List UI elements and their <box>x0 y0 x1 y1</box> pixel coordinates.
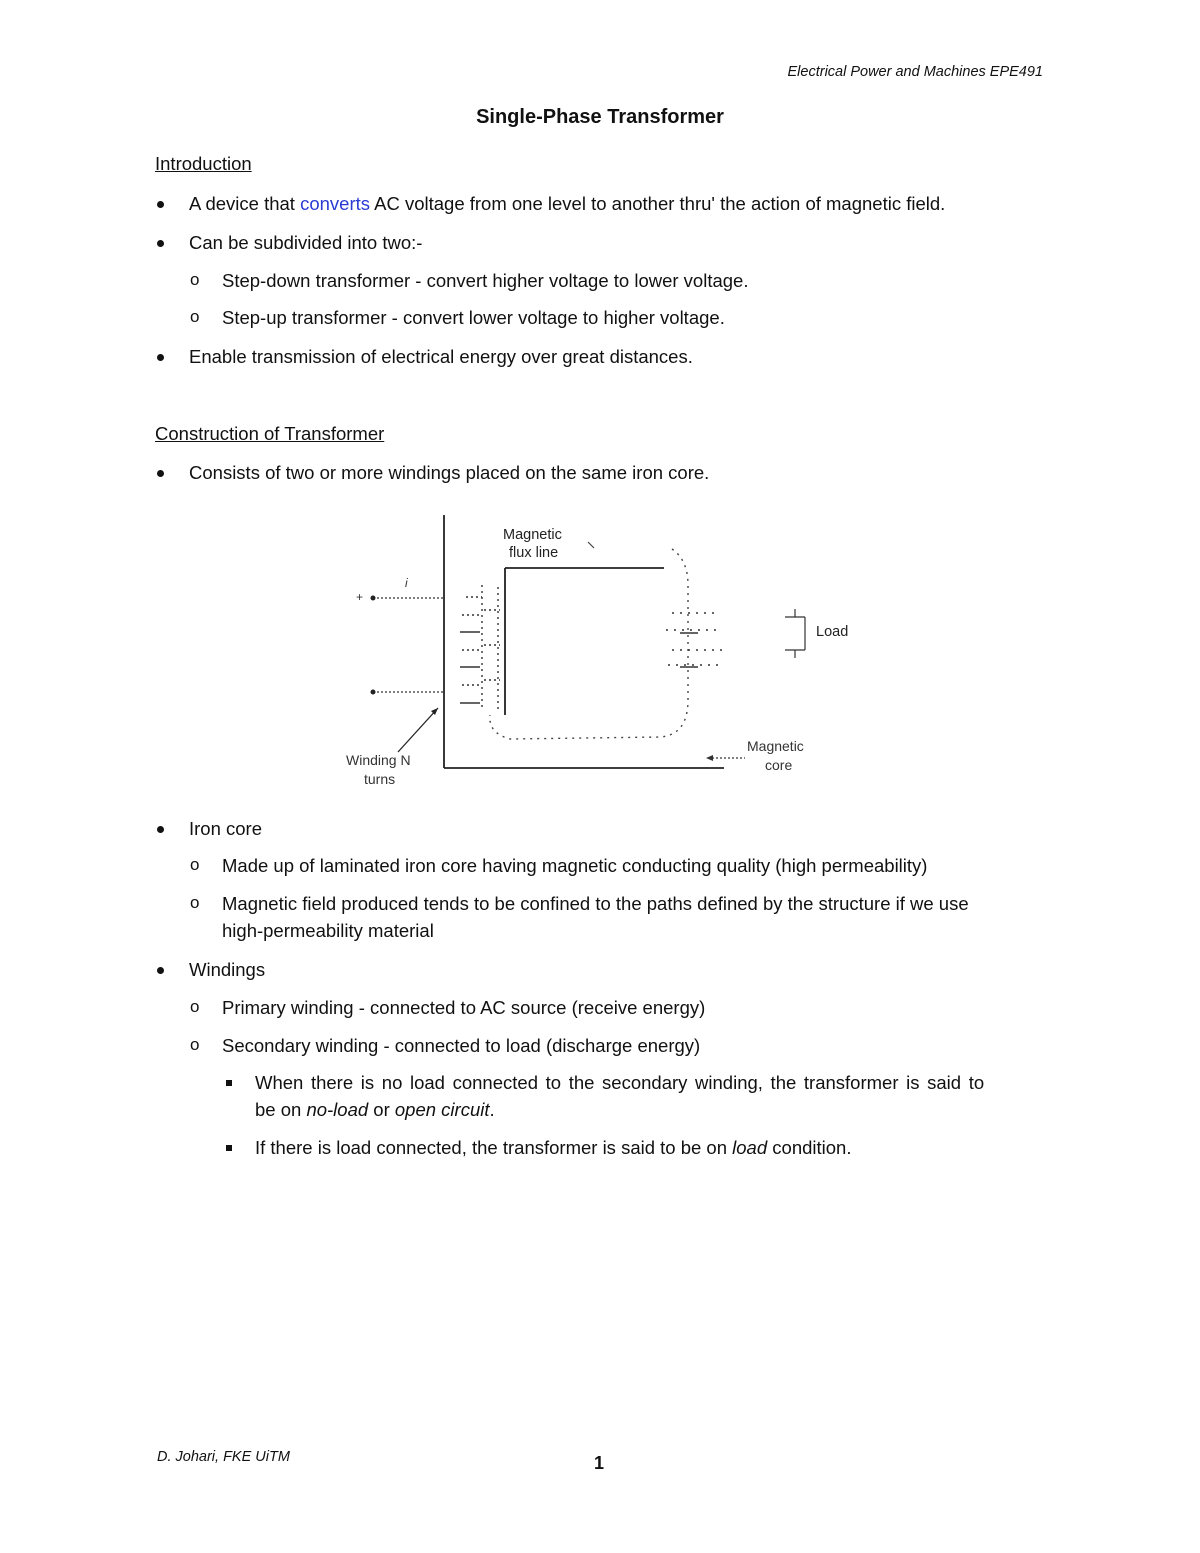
bullet-text: Can be subdivided into two:- <box>189 232 423 253</box>
sub-bullet-text: Step-up transformer - convert lower voltage to higher voltage. <box>222 307 725 328</box>
bullet-text: Enable transmission of electrical energy over great distances. <box>189 346 693 367</box>
square-bullet <box>226 1080 232 1086</box>
bullet-text <box>189 193 945 215</box>
sub-bullet-text: Secondary winding - connected to load (discharge energy) <box>222 1035 701 1056</box>
bullet-dot <box>157 354 164 361</box>
bullet-dot <box>157 826 164 833</box>
flux-top-mark <box>588 542 594 548</box>
footer-author: D. Johari, FKE UiTM <box>157 1449 290 1465</box>
sub-bullet-text: Made up of laminated iron core having magnetic conducting quality (high permeability) <box>222 855 928 876</box>
be-on-text: be on <box>255 1099 307 1120</box>
sub-bullet-text: Primary winding - connected to AC source (receive energy) <box>222 997 706 1018</box>
bullet-text: Consists of two or more windings placed on the same iron core. <box>189 462 710 483</box>
sub-bullet-text: Step-down transformer - convert higher voltage to lower voltage. <box>222 270 749 291</box>
core-arrowhead <box>706 755 713 761</box>
load-before-text: If there is load connected, the transformer is said to be on <box>255 1137 733 1158</box>
terminal-top <box>371 596 376 601</box>
flux-line <box>490 549 688 739</box>
bullet-text: Windings <box>189 959 266 980</box>
sub-bullet-text: Magnetic field produced tends to be confined to the paths defined by the structure if we use <box>222 893 969 914</box>
load-after-text: condition. <box>767 1137 852 1158</box>
page-title: Single-Phase Transformer <box>476 106 724 128</box>
winding-arrow <box>398 708 438 752</box>
circle-bullet: o <box>190 997 200 1016</box>
winding-label-2: turns <box>364 771 396 787</box>
current-label: i <box>405 576 408 590</box>
transformer-diagram <box>0 505 1200 805</box>
load-term: load <box>732 1137 768 1158</box>
sub-bullet-magnetic-field-cont: high-permeability material <box>222 920 434 941</box>
square-bullet <box>226 1145 232 1151</box>
bullet-dot <box>157 470 164 477</box>
circle-bullet: o <box>190 270 200 289</box>
bullet-text-before: A device that <box>189 193 301 214</box>
bullet-dot <box>157 201 164 208</box>
plus-sign: + <box>356 590 364 604</box>
bullet-text-after: AC voltage from one level to another thru' the action of magnetic field. <box>370 193 946 214</box>
circle-bullet: o <box>190 855 200 874</box>
converts-word: converts <box>300 193 370 214</box>
flux-label-2: flux line <box>509 545 559 561</box>
core-label-1: Magnetic <box>747 738 804 754</box>
page-number: 1 <box>594 1453 605 1473</box>
primary-winding <box>460 585 500 710</box>
circle-bullet: o <box>190 1035 200 1054</box>
heading-construction: Construction of Transformer <box>155 423 385 444</box>
no-load-term: no-load <box>306 1099 369 1120</box>
bullet-dot <box>157 967 164 974</box>
running-header: Electrical Power and Machines EPE491 <box>787 64 1043 80</box>
or-text: or <box>368 1099 395 1120</box>
terminal-bottom <box>371 690 376 695</box>
bullet-text: Iron core <box>189 818 263 839</box>
load-symbol <box>785 609 805 658</box>
core-label-2: core <box>765 757 793 773</box>
bullet-dot <box>157 240 164 247</box>
square-bullet-no-load-cont <box>255 1099 495 1121</box>
load-label: Load <box>816 624 849 640</box>
period-text: . <box>489 1099 495 1120</box>
heading-introduction: Introduction <box>155 153 252 174</box>
square-bullet-text <box>255 1137 851 1159</box>
square-bullet-text: When there is no load connected to the secondary winding, the transformer is said to <box>255 1072 985 1093</box>
flux-label-1: Magnetic <box>503 527 562 543</box>
open-circuit-term: open circuit <box>394 1099 490 1120</box>
winding-label-1: Winding N <box>346 752 411 768</box>
circle-bullet: o <box>190 307 200 326</box>
circle-bullet: o <box>190 893 200 912</box>
secondary-winding <box>666 613 722 667</box>
